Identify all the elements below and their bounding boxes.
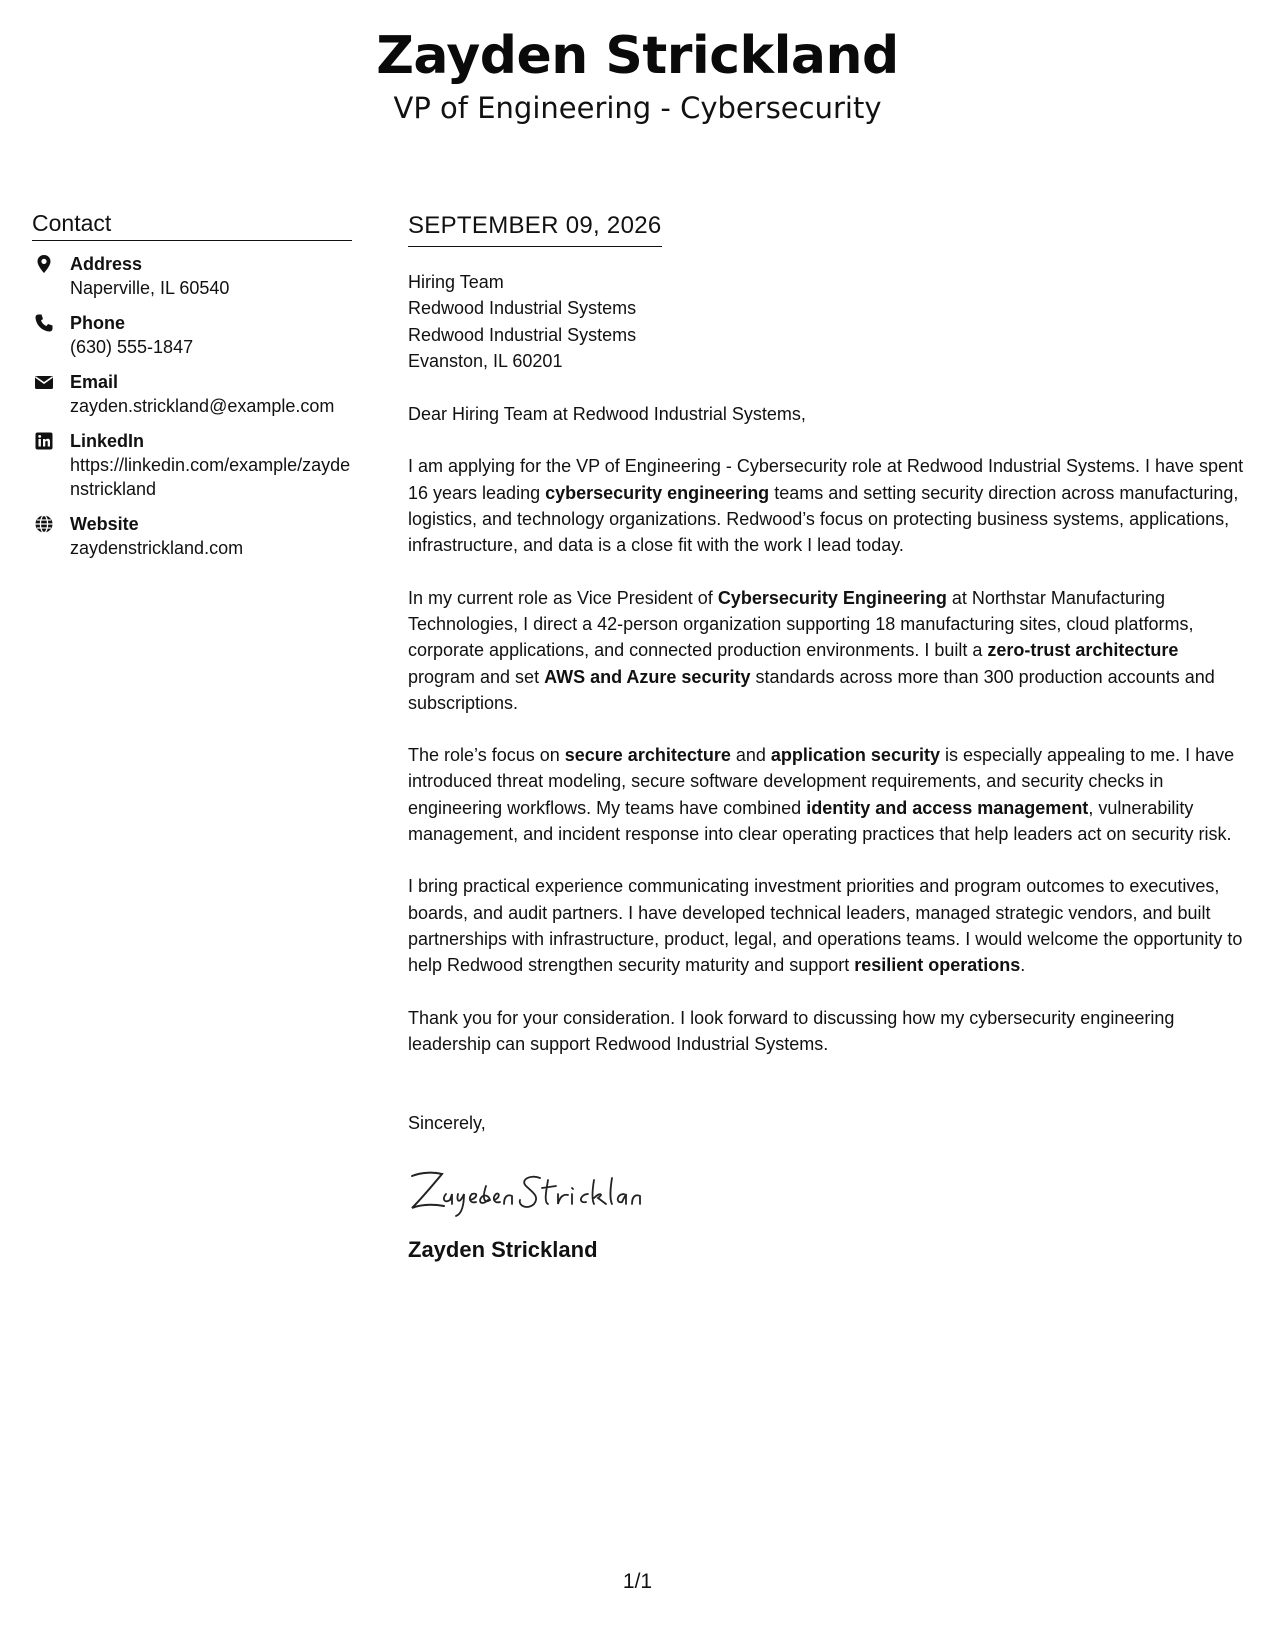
bold-keyword: Cybersecurity Engineering: [717, 587, 947, 608]
letter-header: [0, 22, 1275, 126]
contact-value: zayden.strickland@example.com: [70, 396, 335, 416]
text-run: Thank you for your consideration. I look forward to discussing how my cybersecurity engineering leadership can support Redwood Industrial Systems.: [408, 1007, 1175, 1054]
contact-sidebar: [32, 210, 352, 560]
text-run: is especially appealing to me. I have introduced threat modeling, secure software development requirements, and security checks in engineering workflows. My teams have combined: [408, 745, 1235, 818]
letter-body: [408, 212, 1248, 1263]
text-run: , vulnerability management, and incident response into clear operating practices that help leaders act on security risk.: [408, 797, 1232, 845]
recipient-line: Redwood Industrial Systems: [408, 324, 637, 345]
applicant-name: Zayden Strickland: [376, 26, 899, 86]
applicant-role: VP of Engineering - Cybersecurity: [393, 91, 882, 125]
contact-website: [32, 512, 352, 560]
bold-keyword: AWS and Azure security: [544, 666, 751, 687]
recipient-block: [408, 269, 1248, 374]
text-run: at Northstar Manufacturing Technologies, I direct a 42-person organization supporting 18 manufacturing sites, cloud platforms, corporate applications, and connected production environments. I built a: [408, 587, 1194, 661]
paragraph-2: [408, 585, 1248, 716]
text-run: In my current role as Vice President of: [408, 587, 718, 608]
linkedin-icon: [34, 431, 54, 451]
text-run: program and set: [408, 666, 545, 687]
envelope-icon: [34, 372, 54, 392]
handwritten-signature: [408, 1164, 708, 1220]
phone-icon: [34, 313, 54, 333]
letter-paragraphs: [408, 453, 1248, 1057]
page-number: 1/1: [622, 1570, 653, 1593]
contact-heading: Contact: [32, 210, 352, 241]
bold-keyword: identity and access management: [806, 797, 1089, 818]
paragraph-3: [408, 742, 1248, 847]
paragraph-1: [408, 453, 1248, 558]
contact-label: Phone: [70, 313, 126, 333]
bold-keyword: application security: [770, 745, 940, 766]
contact-email: [32, 370, 352, 418]
signer-name: Zayden Strickland: [408, 1237, 598, 1263]
contact-value: Naperville, IL 60540: [70, 278, 230, 298]
recipient-line: Hiring Team: [408, 272, 504, 292]
salutation: Dear Hiring Team at Redwood Industrial Systems,: [408, 404, 806, 425]
paragraph-5: [408, 1005, 1248, 1058]
text-run: I bring practical experience communicating investment priorities and program outcomes to executives, boards, and audit partners. I have developed technical leaders, managed strategic vendors, and built partnerships with infrastructure, product, legal, and operations teams. I would welcome the opportunity to help Redwood strengthen security maturity and support: [408, 876, 1243, 976]
text-run: and: [730, 745, 771, 766]
contact-label: LinkedIn: [70, 431, 145, 451]
text-run: standards across more than 300 production accounts and subscriptions.: [408, 666, 1215, 713]
paragraph-4: [408, 873, 1248, 978]
text-run: .: [1020, 955, 1026, 976]
contact-label: Website: [70, 514, 139, 534]
text-run: teams and setting security direction across manufacturing, logistics, and technology organizations. Redwood’s focus on protecting business systems, applications, infrastructure, and data is a close fit with the work I lead today.: [408, 482, 1239, 556]
contact-label: Address: [70, 254, 143, 274]
contact-linkedin: [32, 429, 352, 501]
map-pin-icon: [34, 254, 54, 274]
recipient-line: Evanston, IL 60201: [408, 350, 563, 371]
bold-keyword: zero-trust architecture: [987, 640, 1179, 661]
bold-keyword: cybersecurity engineering: [545, 482, 770, 503]
bold-keyword: secure architecture: [564, 745, 731, 766]
contact-phone: [32, 311, 352, 359]
contact-label: Email: [70, 372, 119, 392]
contact-value: https://linkedin.com/example/zaydenstrickland: [70, 455, 351, 499]
text-run: The role’s focus on: [408, 745, 565, 766]
letter-date: SEPTEMBER 09, 2026: [408, 212, 662, 247]
contact-value: zaydenstrickland.com: [70, 538, 244, 558]
recipient-line: Redwood Industrial Systems: [408, 298, 637, 319]
contact-value: (630) 555-1847: [70, 337, 194, 357]
text-run: I am applying for the VP of Engineering - Cybersecurity role at Redwood Industrial Systems. I have spent 16 years leading: [408, 456, 1244, 503]
globe-icon: [34, 514, 54, 534]
contact-address: [32, 252, 352, 300]
bold-keyword: resilient operations: [854, 955, 1021, 976]
closing: Sincerely,: [408, 1113, 486, 1134]
